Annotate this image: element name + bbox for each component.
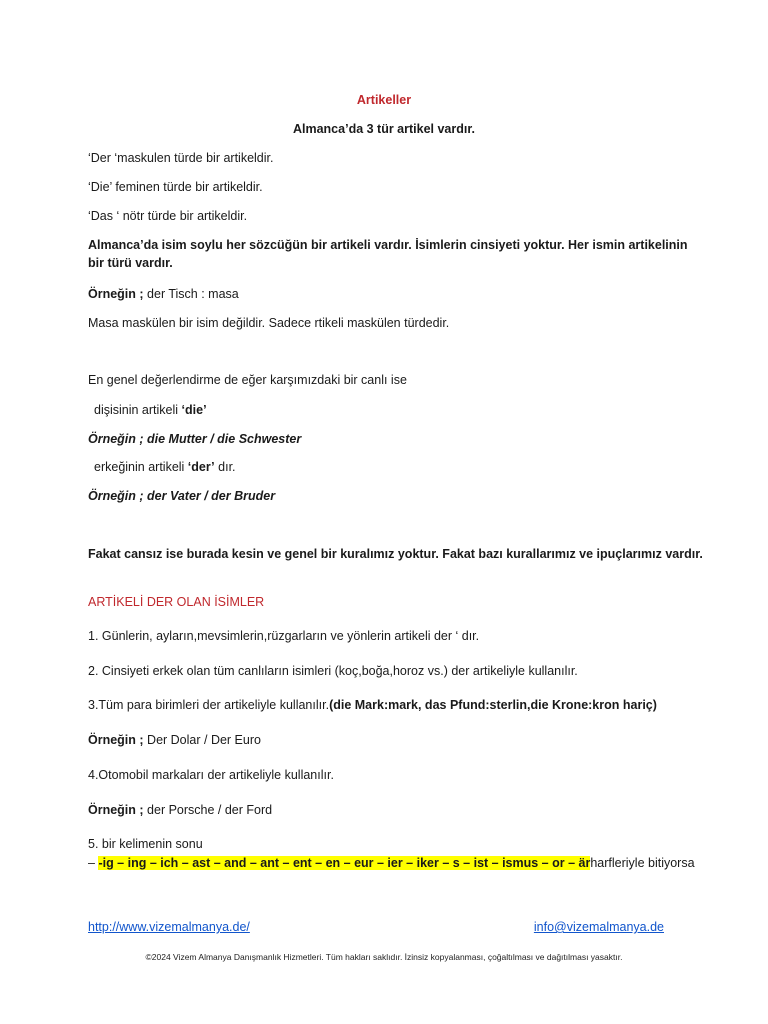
example-der: Örneğin ; der Vater / der Bruder (88, 489, 276, 503)
rule-4: 4.Otomobil markaları der artikeliyle kullanılır. (88, 768, 334, 782)
rule-3 (88, 696, 688, 714)
example-label: Örneğin ; (88, 803, 144, 817)
bold-paragraph: Almanca’da isim soylu her sözcüğün bir artikeli vardır. İsimlerin cinsiyeti yoktur. Her ismin artikelinin bir türü vardır. (88, 238, 688, 270)
endings-highlight: -ig – ing – ich – ast – and – ant – ent – en – eur – ier – iker – s – ist – ismus – or – är (98, 856, 591, 870)
endings-line (88, 854, 695, 872)
inanimate-note: Fakat cansız ise burada kesin ve genel bir kuralımız yoktur. Fakat bazı kurallarımız ve ipuçlarımız vardır. (88, 547, 703, 561)
example-text: der Porsche / der Ford (143, 803, 273, 817)
email-link[interactable]: info@vizemalmanya.de (533, 920, 664, 934)
website-link[interactable]: http://www.vizemalmanya.de/ (88, 920, 250, 934)
female-rule (94, 401, 688, 419)
example-die: Örneğin ; die Mutter / die Schwester (88, 432, 302, 446)
example-text: Der Dolar / Der Euro (143, 733, 261, 747)
masa-note: Masa maskülen bir isim değildir. Sadece rtikeli maskülen türdedir. (88, 316, 450, 330)
general-rule: En genel değerlendirme de eğer karşımızdaki bir canlı ise (88, 373, 407, 387)
rule-3-text: 3.Tüm para birimleri der artikeliyle kullanılır. (88, 698, 330, 712)
die-definition: ‘Die’ feminen türde bir artikeldir. (88, 180, 263, 194)
example-text: der Tisch : masa (143, 287, 239, 301)
page-title: Artikeller (356, 93, 412, 107)
female-rule-article: ‘die’ (181, 403, 207, 417)
example-tisch (88, 285, 688, 303)
rule-2: 2. Cinsiyeti erkek olan tüm canlıların isimleri (koç,boğa,horoz vs.) der artikeliyle kullanılır. (88, 664, 578, 678)
der-definition: ‘Der ‘maskulen türde bir artikeldir. (88, 151, 274, 165)
example-currency (88, 731, 688, 749)
example-label: Örneğin ; (88, 733, 144, 747)
example-cars (88, 801, 688, 819)
male-rule-tail: dır. (214, 460, 236, 474)
subtitle: Almanca’da 3 tür artikel vardır. (292, 122, 476, 136)
rule-5: 5. bir kelimenin sonu (88, 837, 203, 851)
endings-dash: – (88, 856, 99, 870)
endings-tail: harfleriyle bitiyorsa (590, 856, 695, 870)
rule-1: 1. Günlerin, ayların,mevsimlerin,rüzgarların ve yönlerin artikeli der ‘ dır. (88, 629, 480, 643)
section-heading: ARTİKELİ DER OLAN İSİMLER (88, 595, 265, 609)
female-rule-text: dişisinin artikeli (94, 403, 182, 417)
rule-3-exceptions: (die Mark:mark, das Pfund:sterlin,die Krone:kron hariç) (329, 698, 657, 712)
male-rule-text: erkeğinin artikeli (94, 460, 188, 474)
copyright-notice: ©2024 Vizem Almanya Danışmanlık Hizmetleri. Tüm hakları saklıdır. İzinsiz kopyalanması, çoğaltılması ve dağıtılması yasaktır. (145, 952, 623, 962)
male-rule-article: ‘der’ (187, 460, 215, 474)
das-definition: ‘Das ‘ nötr türde bir artikeldir. (88, 209, 248, 223)
male-rule (94, 458, 688, 476)
example-label: Örneğin ; (88, 287, 144, 301)
